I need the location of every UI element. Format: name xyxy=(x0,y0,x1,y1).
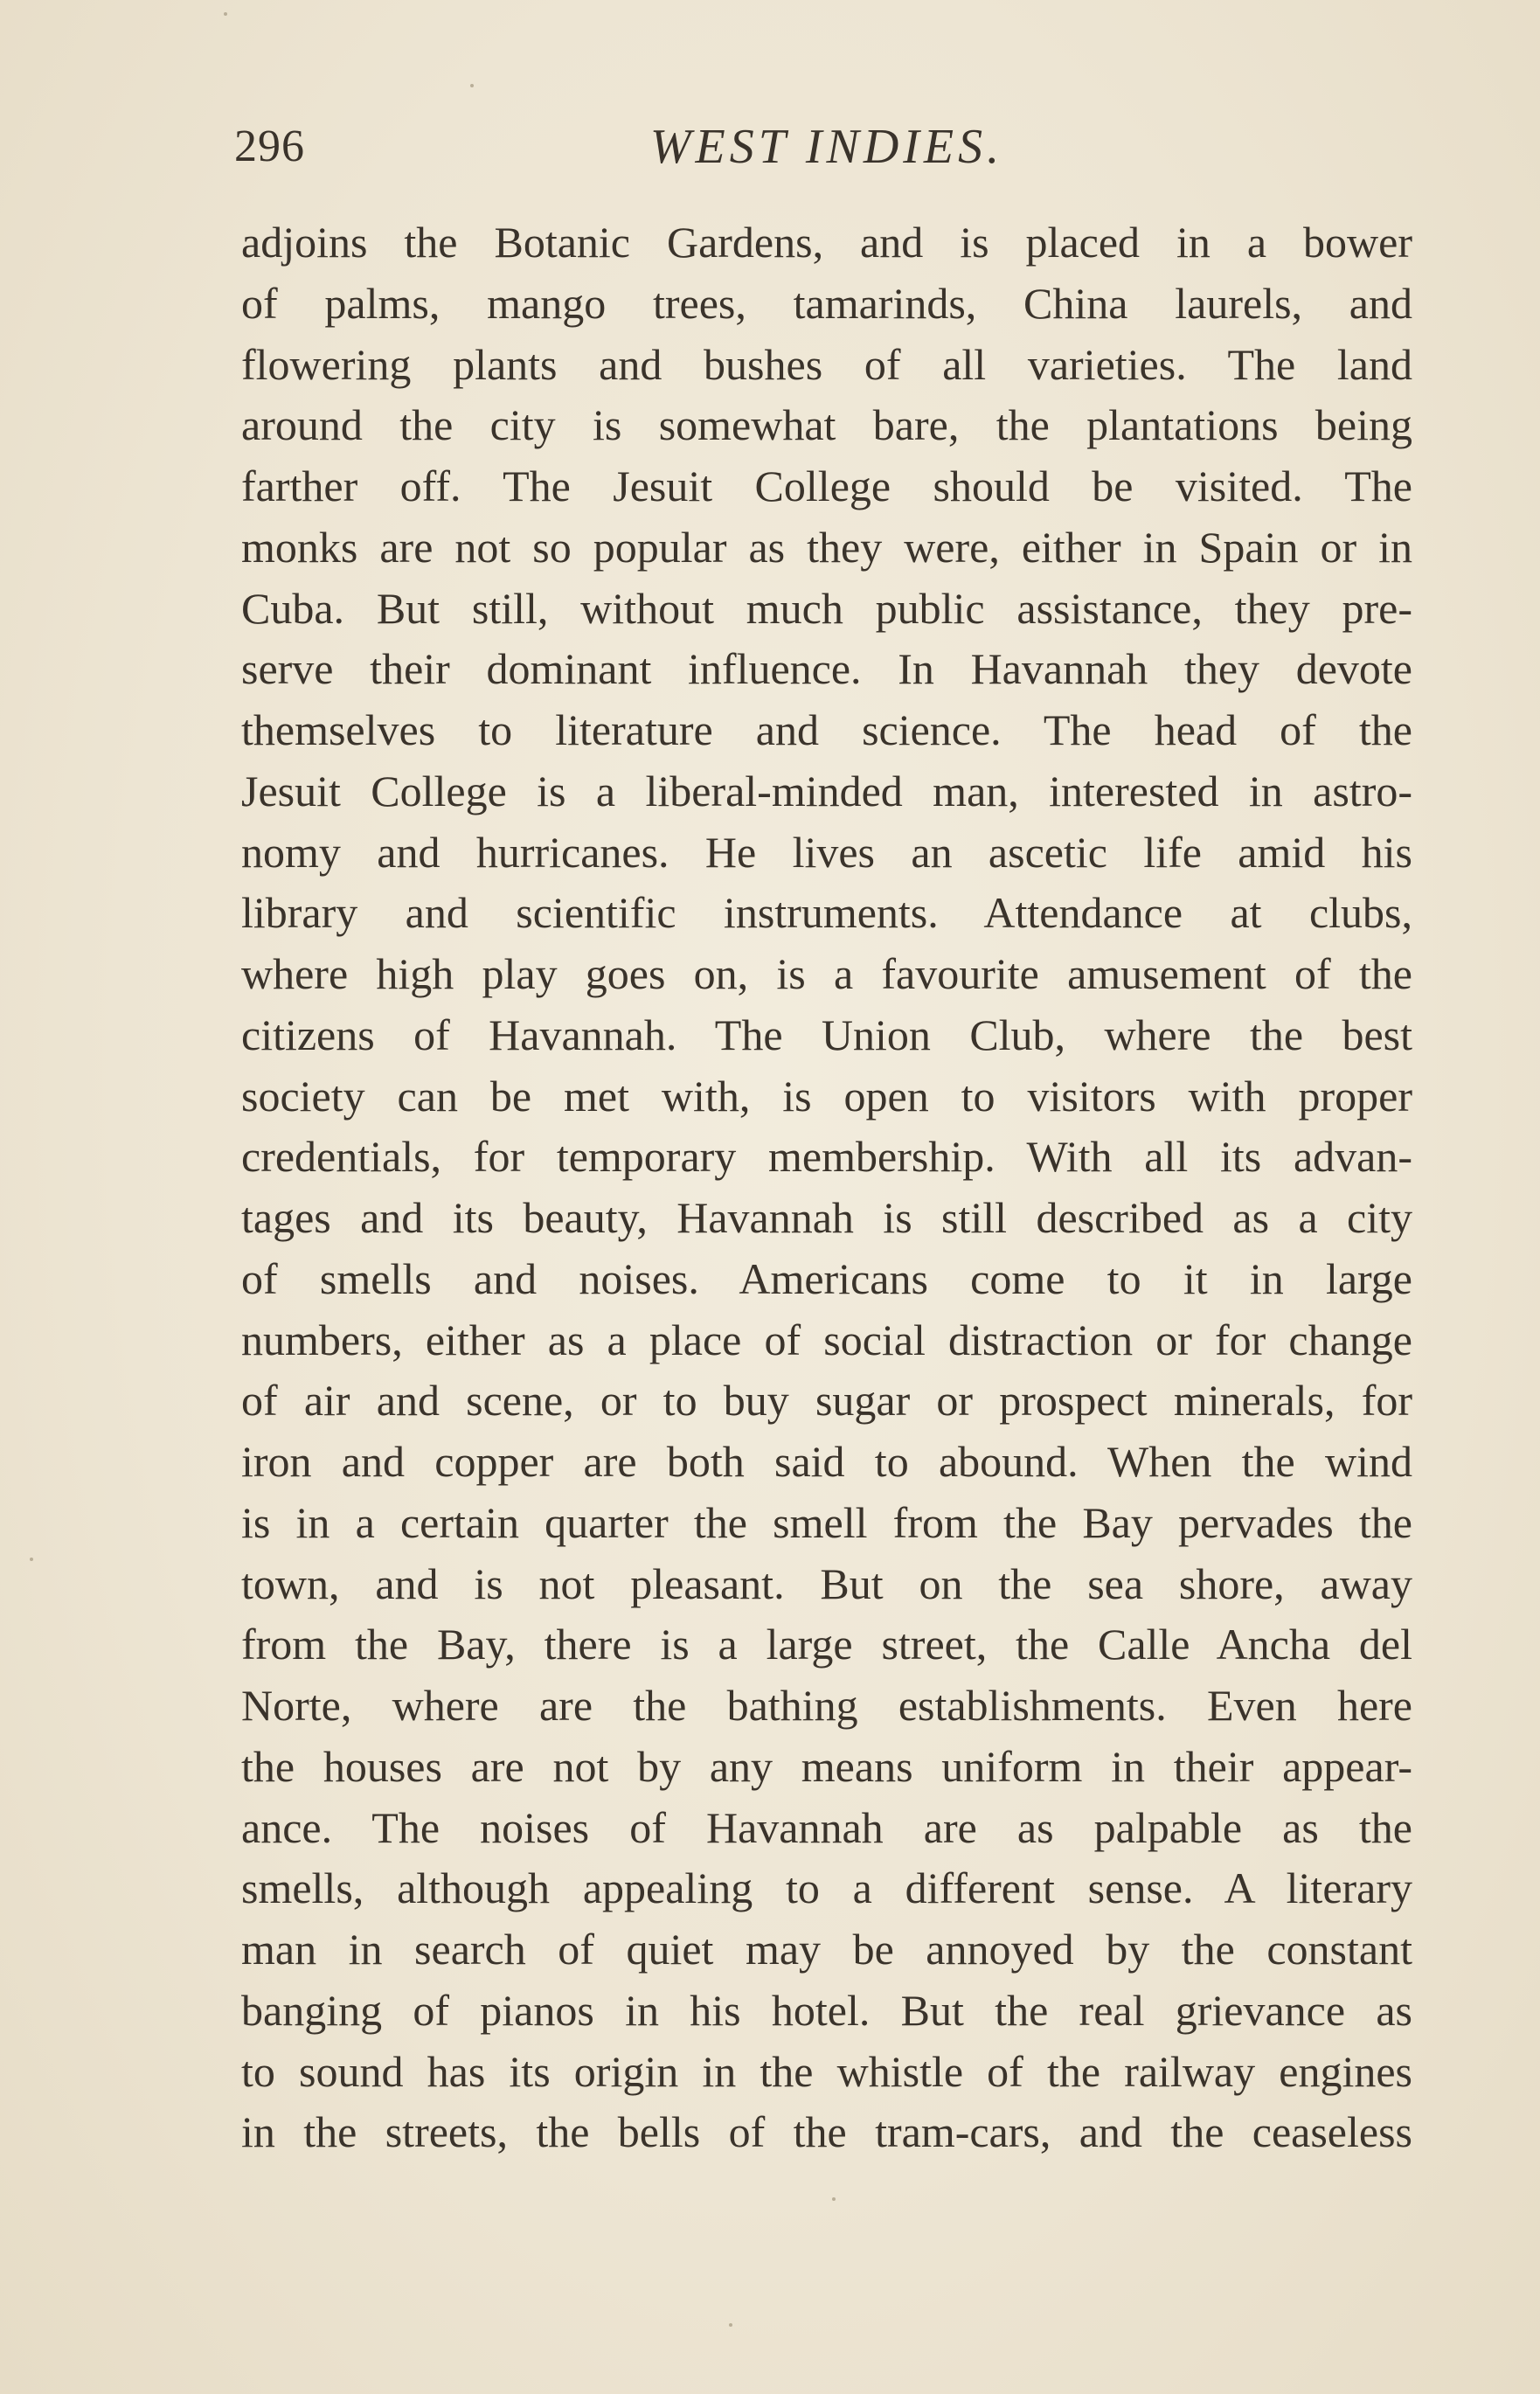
text-line: where high play goes on, is a favourite amusement of the xyxy=(241,949,1412,998)
text-line: Jesuit College is a liberal-minded man, interested in astro- xyxy=(241,766,1412,815)
paper-speck xyxy=(470,84,474,87)
text-line: flowering plants and bushes of all varieties. The land xyxy=(241,339,1412,389)
text-line: of air and scene, or to buy sugar or prospect minerals, for xyxy=(241,1376,1412,1426)
text-line: of palms, mango trees, tamarinds, China laurels, and xyxy=(241,278,1412,328)
text-line: town, and is not pleasant. But on the sea shore, away xyxy=(241,1558,1412,1608)
text-line: credentials, for temporary membership. With all its advan- xyxy=(241,1132,1412,1182)
text-line: in the streets, the bells of the tram-cars, and the ceaseless xyxy=(241,2107,1412,2157)
text-line: to sound has its origin in the whistle of the railway engines xyxy=(241,2046,1412,2096)
text-line: numbers, either as a place of social distraction or for change xyxy=(241,1315,1412,1364)
text-line: Norte, where are the bathing establishments. Even here xyxy=(241,1681,1412,1730)
text-line: adjoins the Botanic Gardens, and is placed in a bower xyxy=(241,218,1412,267)
paper-speck xyxy=(30,1558,33,1561)
text-line: citizens of Havannah. The Union Club, where the best xyxy=(241,1010,1412,1059)
text-line: farther off. The Jesuit College should be visited. The xyxy=(241,461,1412,510)
text-line: serve their dominant influence. In Havannah they devote xyxy=(241,644,1412,694)
text-line: library and scientific instruments. Attendance at clubs, xyxy=(241,888,1412,938)
text-line: man in search of quiet may be annoyed by the constant xyxy=(241,1925,1412,1974)
text-line: is in a certain quarter the smell from the Bay pervades the xyxy=(241,1497,1412,1547)
text-line: nomy and hurricanes. He lives an ascetic life amid his xyxy=(241,827,1412,877)
paper-speck xyxy=(832,2197,836,2201)
text-line: monks are not so popular as they were, either in Spain or in xyxy=(241,522,1412,572)
running-head: WEST INDIES. xyxy=(649,120,1004,174)
text-line: society can be met with, is open to visitors with proper xyxy=(241,1071,1412,1121)
page-number: 296 xyxy=(234,121,305,171)
text-line: themselves to literature and science. The head of the xyxy=(241,705,1412,754)
page-header xyxy=(234,112,1419,182)
text-line: tages and its beauty, Havannah is still described as a city xyxy=(241,1193,1412,1242)
text-line: ance. The noises of Havannah are as palpable as the xyxy=(241,1802,1412,1852)
text-line: iron and copper are both said to abound. When the wind xyxy=(241,1437,1412,1486)
paper-speck xyxy=(224,12,227,16)
text-line: around the city is somewhat bare, the plantations being xyxy=(241,400,1412,450)
text-line: of smells and noises. Americans come to it in large xyxy=(241,1253,1412,1303)
body-text xyxy=(241,212,1412,2163)
paper-speck xyxy=(729,2323,732,2327)
text-line: from the Bay, there is a large street, the Calle Ancha del xyxy=(241,1620,1412,1669)
text-line: Cuba. But still, without much public assistance, they pre- xyxy=(241,583,1412,633)
text-line: banging of pianos in his hotel. But the real grievance as xyxy=(241,1985,1412,2035)
text-line: smells, although appealing to a different sense. A literary xyxy=(241,1863,1412,1913)
text-line: the houses are not by any means uniform in their appear- xyxy=(241,1741,1412,1791)
